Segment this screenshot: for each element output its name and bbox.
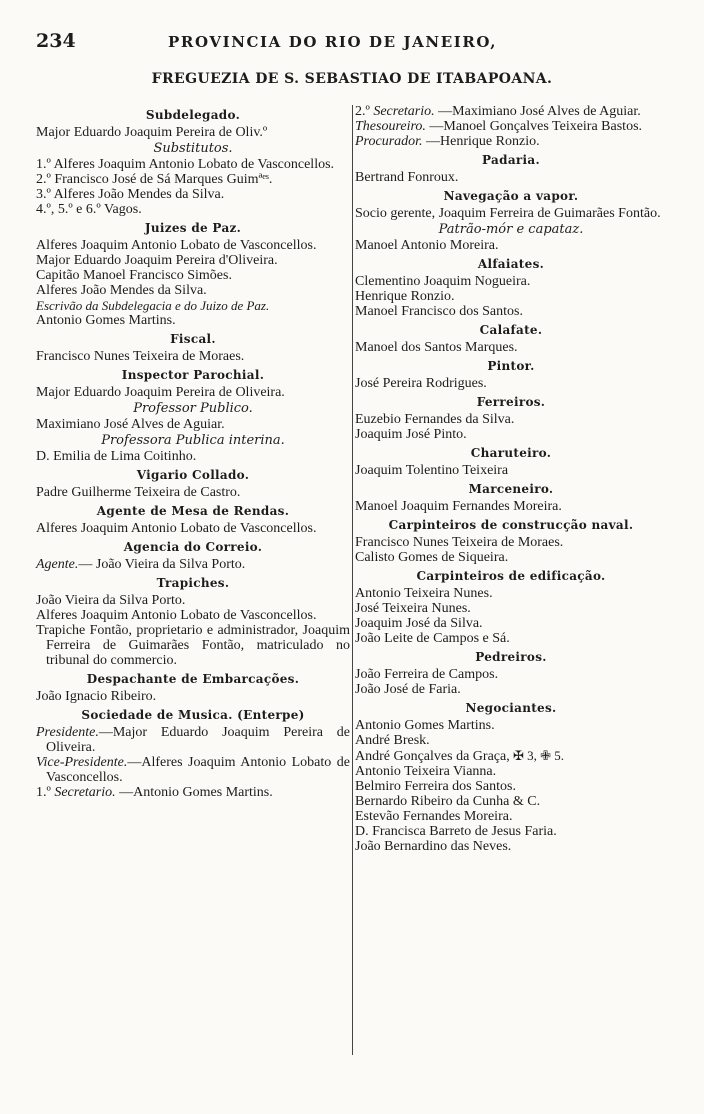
label: Procurador. (355, 134, 423, 149)
value: — João Vieira da Silva Porto. (78, 557, 246, 572)
entry: Henrique Ronzio. (355, 289, 455, 304)
heading-negociantes: Negociantes. (465, 701, 557, 715)
entry: André Bresk. (355, 733, 430, 748)
page-number: 234 (36, 30, 76, 52)
order-decoration-icon: ✠ 3, ✙ 5. (509, 748, 565, 763)
prefix: 1.º (36, 785, 55, 800)
subheading-professora: Professora Publica interina. (101, 433, 285, 448)
entry: Clementino Joaquim Nogueira. (355, 274, 531, 289)
entry: João Ignacio Ribeiro. (36, 689, 157, 704)
entry: Belmiro Ferreira dos Santos. (355, 779, 516, 794)
page-title: PROVINCIA DO RIO DE JANEIRO, (168, 33, 498, 51)
entry-secretario-2 (355, 104, 667, 119)
entry: José Pereira Rodrigues. (355, 376, 487, 391)
entry: Joaquim José da Silva. (355, 616, 483, 631)
heading-sociedade: Sociedade de Musica. (Enterpe) (81, 708, 305, 722)
heading-trapiches: Trapiches. (156, 576, 230, 590)
entry: Antonio Teixeira Vianna. (355, 764, 497, 779)
entry: Capitão Manoel Francisco Simões. (36, 268, 232, 283)
entry: Manoel Joaquim Fernandes Moreira. (355, 499, 562, 514)
entry: Alferes João Mendes da Silva. (36, 283, 207, 298)
value: —Antonio Gomes Martins. (115, 785, 273, 800)
entry: João Ferreira de Campos. (355, 667, 499, 682)
section-subtitle: FREGUEZIA DE S. SEBASTIAO DE ITABAPOANA. (151, 71, 553, 87)
entry: Euzebio Fernandes da Silva. (355, 412, 515, 427)
entry: João Leite de Campos e Sá. (355, 631, 510, 646)
label: Secretario. (54, 785, 116, 800)
left-column (36, 104, 350, 800)
heading-vigario: Vigario Collado. (136, 468, 250, 482)
heading-juizes: Juizes de Paz. (144, 221, 242, 235)
entry-thesoureiro (355, 119, 667, 134)
heading-subdelegado: Subdelegado. (145, 108, 241, 122)
value: —Alferes Joaquim Antonio Lobato de Vasconcellos. (46, 755, 350, 785)
heading-despachante: Despachante de Embarcações. (86, 672, 300, 686)
value: —Manoel Gonçalves Teixeira Bastos. (425, 119, 643, 134)
entry: Joaquim José Pinto. (355, 427, 467, 442)
subheading-professor: Professor Publico. (133, 401, 253, 416)
label: Thesoureiro. (355, 119, 426, 134)
entry: Major Eduardo Joaquim Pereira d'Oliveira. (36, 253, 278, 268)
subheading-patrao: Patrão-mór e capataz. (438, 222, 584, 237)
entry: Alferes Joaquim Antonio Lobato de Vasconcellos. (36, 521, 317, 536)
value: —Major Eduardo Joaquim Pereira de Oliveira. (46, 725, 350, 755)
heading-pedreiros: Pedreiros. (475, 650, 547, 664)
heading-alfaiates: Alfaiates. (477, 257, 545, 271)
entry: Manoel dos Santos Marques. (355, 340, 518, 355)
entry-graca (355, 748, 667, 764)
label: Vice-Presidente. (36, 755, 128, 770)
entry-presidente (36, 725, 350, 755)
entry: 3.º Alferes João Mendes da Silva. (36, 187, 225, 202)
subheading-substitutos: Substitutos. (153, 141, 233, 156)
entry: José Teixeira Nunes. (355, 601, 471, 616)
entry-vice (36, 755, 350, 785)
entry: Bernardo Ribeiro da Cunha & C. (355, 794, 541, 809)
heading-correio: Agencia do Correio. (123, 540, 263, 554)
heading-ferreiros: Ferreiros. (476, 395, 546, 409)
entry: 1.º Alferes Joaquim Antonio Lobato de Vasconcellos. (36, 157, 335, 172)
heading-inspector: Inspector Parochial. (121, 368, 265, 382)
entry: 4.º, 5.º e 6.º Vagos. (36, 202, 142, 217)
label: Secretario. (373, 104, 435, 119)
entry: Alferes Joaquim Antonio Lobato de Vasconcellos. (36, 238, 317, 253)
value: —Henrique Ronzio. (422, 134, 540, 149)
entry: Estevão Fernandes Moreira. (355, 809, 513, 824)
heading-marceneiro: Marceneiro. (468, 482, 554, 496)
entry: Major Eduardo Joaquim Pereira de Oliv.º (36, 125, 268, 140)
entry: Maximiano José Alves de Aguiar. (36, 417, 225, 432)
entry: Francisco Nunes Teixeira de Moraes. (36, 349, 245, 364)
label: Agente. (36, 557, 79, 572)
value: André Gonçalves da Graça, (355, 749, 510, 764)
entry: Socio gerente, Joaquim Ferreira de Guimarães Fontão. (355, 206, 661, 221)
heading-carpinteiros-naval: Carpinteiros de construcção naval. (388, 518, 634, 532)
entry: 2.º Francisco José de Sá Marques Guimªᵉˢ. (36, 172, 273, 187)
entry: João José de Faria. (355, 682, 461, 697)
entry: Antonio Teixeira Nunes. (355, 586, 493, 601)
value: —Maximiano José Alves de Aguiar. (434, 104, 641, 119)
entry: Trapiche Fontão, proprietario e administrador, Joaquim Ferreira de Guimarães Fontão, matriculado no tribunal do commercio. (36, 623, 350, 668)
entry: D. Emilia de Lima Coitinho. (36, 449, 197, 464)
heading-navegacao: Navegação a vapor. (443, 189, 579, 203)
entry: João Vieira da Silva Porto. (36, 593, 186, 608)
heading-pintor: Pintor. (487, 359, 535, 373)
entry: Padre Guilherme Teixeira de Castro. (36, 485, 241, 500)
heading-padaria: Padaria. (482, 153, 540, 167)
heading-agente-rendas: Agente de Mesa de Rendas. (96, 504, 290, 518)
label: Presidente. (36, 725, 99, 740)
entry: Major Eduardo Joaquim Pereira de Oliveira. (36, 385, 285, 400)
column-divider (352, 105, 353, 1055)
entry: Calisto Gomes de Siqueira. (355, 550, 509, 565)
entry: Manoel Francisco dos Santos. (355, 304, 523, 319)
heading-calafate: Calafate. (479, 323, 543, 337)
prefix: 2.º (355, 104, 374, 119)
heading-charuteiro: Charuteiro. (470, 446, 552, 460)
page-header (0, 30, 704, 60)
heading-fiscal: Fiscal. (170, 332, 216, 346)
entry: D. Francisca Barreto de Jesus Faria. (355, 824, 557, 839)
entry: Antonio Gomes Martins. (36, 313, 176, 328)
entry: Joaquim Tolentino Teixeira (355, 463, 509, 478)
entry-escrivao: Escrivão da Subdelegacia e do Juizo de Paz. (36, 298, 270, 313)
entry-agente (36, 557, 350, 572)
entry: João Bernardino das Neves. (355, 839, 512, 854)
heading-carpinteiros-edificacao: Carpinteiros de edificação. (416, 569, 606, 583)
entry: Alferes Joaquim Antonio Lobato de Vasconcellos. (36, 608, 317, 623)
entry: Francisco Nunes Teixeira de Moraes. (355, 535, 564, 550)
entry: Manoel Antonio Moreira. (355, 238, 499, 253)
right-column (355, 104, 667, 854)
entry-procurador (355, 134, 667, 149)
entry: Bertrand Fonroux. (355, 170, 459, 185)
entry: Antonio Gomes Martins. (355, 718, 495, 733)
entry-secretario-1 (36, 785, 350, 800)
